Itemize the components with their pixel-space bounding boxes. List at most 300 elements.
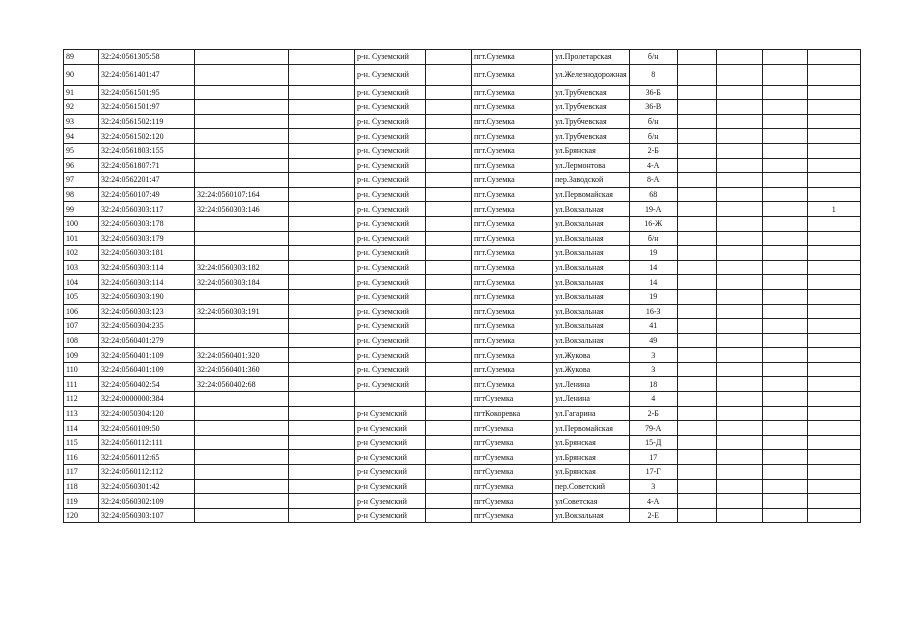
house-number: 18 bbox=[629, 377, 677, 392]
empty-cell bbox=[716, 216, 762, 231]
street: ул.Жукова bbox=[553, 348, 630, 363]
street: ул.Вокзальная bbox=[553, 275, 630, 290]
empty-cell bbox=[716, 202, 762, 217]
settlement: пгтСуземка bbox=[472, 479, 553, 494]
row-number: 107 bbox=[64, 319, 99, 334]
empty-cell bbox=[716, 143, 762, 158]
cadastral-number-2 bbox=[195, 64, 289, 85]
settlement: пгт.Суземка bbox=[472, 143, 553, 158]
empty-cell bbox=[677, 465, 716, 480]
row-number: 110 bbox=[64, 362, 99, 377]
empty-cell bbox=[716, 64, 762, 85]
empty-cell bbox=[716, 85, 762, 100]
empty-cell bbox=[289, 231, 355, 246]
empty-cell bbox=[426, 143, 472, 158]
cadastral-number-2 bbox=[195, 406, 289, 421]
empty-cell bbox=[289, 348, 355, 363]
empty-cell bbox=[677, 143, 716, 158]
count-cell bbox=[807, 333, 860, 348]
empty-cell bbox=[762, 392, 807, 407]
empty-cell bbox=[762, 246, 807, 261]
empty-cell bbox=[762, 333, 807, 348]
empty-cell bbox=[289, 465, 355, 480]
table-row bbox=[64, 319, 861, 334]
row-number: 89 bbox=[64, 50, 99, 65]
empty-cell bbox=[716, 392, 762, 407]
cadastral-number: 32:24:0561803:155 bbox=[99, 143, 195, 158]
row-number: 102 bbox=[64, 246, 99, 261]
cadastral-number-2 bbox=[195, 421, 289, 436]
cadastral-number: 32:24:0560303:123 bbox=[99, 304, 195, 319]
house-number: 2-Б bbox=[629, 143, 677, 158]
street: ул.Брянская bbox=[553, 143, 630, 158]
district: р-н. Суземский bbox=[355, 85, 426, 100]
street: ул.Вокзальная bbox=[553, 260, 630, 275]
empty-cell bbox=[762, 377, 807, 392]
empty-cell bbox=[289, 114, 355, 129]
district: р-н. Суземский bbox=[355, 129, 426, 144]
empty-cell bbox=[716, 304, 762, 319]
empty-cell bbox=[677, 231, 716, 246]
table-row bbox=[64, 158, 861, 173]
house-number: 16-З bbox=[629, 304, 677, 319]
registry-body bbox=[64, 50, 861, 523]
empty-cell bbox=[289, 216, 355, 231]
row-number: 111 bbox=[64, 377, 99, 392]
empty-cell bbox=[716, 421, 762, 436]
cadastral-number: 32:24:0561501:97 bbox=[99, 100, 195, 115]
house-number: 49 bbox=[629, 333, 677, 348]
table-row bbox=[64, 143, 861, 158]
district: р-н Суземский bbox=[355, 406, 426, 421]
cadastral-number-2: 32:24:0560303:184 bbox=[195, 275, 289, 290]
district bbox=[355, 392, 426, 407]
count-cell bbox=[807, 421, 860, 436]
house-number: 3 bbox=[629, 479, 677, 494]
street: пер.Советский bbox=[553, 479, 630, 494]
street: ул.Первомайская bbox=[553, 187, 630, 202]
empty-cell bbox=[289, 508, 355, 523]
empty-cell bbox=[289, 421, 355, 436]
street: ул.Вокзальная bbox=[553, 289, 630, 304]
house-number: 36-В bbox=[629, 100, 677, 115]
cadastral-number-2 bbox=[195, 319, 289, 334]
row-number: 119 bbox=[64, 494, 99, 509]
settlement: пгтСуземка bbox=[472, 450, 553, 465]
settlement: пгт.Суземка bbox=[472, 304, 553, 319]
cadastral-number: 32:24:0560303:114 bbox=[99, 275, 195, 290]
settlement: пгтСуземка bbox=[472, 465, 553, 480]
cadastral-number-2: 32:24:0560402:68 bbox=[195, 377, 289, 392]
table-row bbox=[64, 129, 861, 144]
street: ул.Вокзальная bbox=[553, 246, 630, 261]
empty-cell bbox=[426, 173, 472, 188]
count-cell bbox=[807, 304, 860, 319]
row-number: 100 bbox=[64, 216, 99, 231]
empty-cell bbox=[426, 129, 472, 144]
cadastral-number: 32:24:0560303:117 bbox=[99, 202, 195, 217]
district: р-н Суземский bbox=[355, 450, 426, 465]
street: ул.Первомайская bbox=[553, 421, 630, 436]
empty-cell bbox=[762, 114, 807, 129]
cadastral-number: 32:24:0560112:112 bbox=[99, 465, 195, 480]
settlement: пгт.Суземка bbox=[472, 100, 553, 115]
empty-cell bbox=[762, 231, 807, 246]
empty-cell bbox=[289, 246, 355, 261]
empty-cell bbox=[762, 85, 807, 100]
district: р-н. Суземский bbox=[355, 202, 426, 217]
house-number: 19 bbox=[629, 246, 677, 261]
table-row bbox=[64, 202, 861, 217]
empty-cell bbox=[426, 289, 472, 304]
row-number: 95 bbox=[64, 143, 99, 158]
empty-cell bbox=[289, 85, 355, 100]
empty-cell bbox=[762, 173, 807, 188]
empty-cell bbox=[716, 465, 762, 480]
table-row bbox=[64, 362, 861, 377]
empty-cell bbox=[716, 435, 762, 450]
street: ул.Вокзальная bbox=[553, 231, 630, 246]
table-row bbox=[64, 187, 861, 202]
empty-cell bbox=[677, 114, 716, 129]
row-number: 114 bbox=[64, 421, 99, 436]
cadastral-number-2 bbox=[195, 216, 289, 231]
empty-cell bbox=[762, 421, 807, 436]
settlement: пгт.Суземка bbox=[472, 158, 553, 173]
street: ул.Вокзальная bbox=[553, 202, 630, 217]
settlement: пгтКокоревка bbox=[472, 406, 553, 421]
district: р-н. Суземский bbox=[355, 289, 426, 304]
cadastral-number-2 bbox=[195, 465, 289, 480]
empty-cell bbox=[716, 231, 762, 246]
cadastral-number: 32:24:0561305:58 bbox=[99, 50, 195, 65]
empty-cell bbox=[716, 508, 762, 523]
house-number: 36-Б bbox=[629, 85, 677, 100]
empty-cell bbox=[426, 216, 472, 231]
district: р-н. Суземский bbox=[355, 348, 426, 363]
cadastral-number-2 bbox=[195, 231, 289, 246]
house-number: 17-Г bbox=[629, 465, 677, 480]
district: р-н. Суземский bbox=[355, 173, 426, 188]
empty-cell bbox=[762, 260, 807, 275]
empty-cell bbox=[289, 435, 355, 450]
empty-cell bbox=[762, 494, 807, 509]
empty-cell bbox=[716, 377, 762, 392]
street: ул.Трубчевская bbox=[553, 129, 630, 144]
settlement: пгт.Суземка bbox=[472, 129, 553, 144]
empty-cell bbox=[426, 392, 472, 407]
table-row bbox=[64, 85, 861, 100]
empty-cell bbox=[677, 216, 716, 231]
empty-cell bbox=[289, 260, 355, 275]
row-number: 94 bbox=[64, 129, 99, 144]
empty-cell bbox=[762, 216, 807, 231]
empty-cell bbox=[762, 100, 807, 115]
district: р-н Суземский bbox=[355, 435, 426, 450]
empty-cell bbox=[762, 406, 807, 421]
cadastral-number-2 bbox=[195, 85, 289, 100]
district: р-н Суземский bbox=[355, 421, 426, 436]
empty-cell bbox=[289, 129, 355, 144]
house-number: 19 bbox=[629, 289, 677, 304]
district: р-н. Суземский bbox=[355, 64, 426, 85]
empty-cell bbox=[289, 304, 355, 319]
empty-cell bbox=[716, 50, 762, 65]
count-cell bbox=[807, 465, 860, 480]
empty-cell bbox=[426, 64, 472, 85]
cadastral-number: 32:24:0561401:47 bbox=[99, 64, 195, 85]
table-row bbox=[64, 333, 861, 348]
street: ул.Ленина bbox=[553, 392, 630, 407]
row-number: 120 bbox=[64, 508, 99, 523]
count-cell bbox=[807, 50, 860, 65]
street: ул.Лермонтова bbox=[553, 158, 630, 173]
empty-cell bbox=[426, 114, 472, 129]
empty-cell bbox=[426, 319, 472, 334]
table-row bbox=[64, 114, 861, 129]
empty-cell bbox=[426, 362, 472, 377]
settlement: пгт.Суземка bbox=[472, 64, 553, 85]
house-number: 3 bbox=[629, 348, 677, 363]
empty-cell bbox=[677, 494, 716, 509]
empty-cell bbox=[716, 100, 762, 115]
empty-cell bbox=[677, 435, 716, 450]
empty-cell bbox=[289, 319, 355, 334]
count-cell bbox=[807, 173, 860, 188]
house-number: 14 bbox=[629, 275, 677, 290]
house-number: 16-Ж bbox=[629, 216, 677, 231]
house-number: 79-А bbox=[629, 421, 677, 436]
empty-cell bbox=[289, 450, 355, 465]
cadastral-number-2 bbox=[195, 435, 289, 450]
cadastral-number: 32:24:0560112:65 bbox=[99, 450, 195, 465]
cadastral-number-2 bbox=[195, 173, 289, 188]
row-number: 96 bbox=[64, 158, 99, 173]
empty-cell bbox=[716, 348, 762, 363]
street: ул.Трубчевская bbox=[553, 114, 630, 129]
count-cell bbox=[807, 377, 860, 392]
empty-cell bbox=[716, 114, 762, 129]
count-cell bbox=[807, 319, 860, 334]
cadastral-number-2 bbox=[195, 114, 289, 129]
empty-cell bbox=[426, 275, 472, 290]
district: р-н. Суземский bbox=[355, 216, 426, 231]
cadastral-number: 32:24:0560303:179 bbox=[99, 231, 195, 246]
empty-cell bbox=[677, 450, 716, 465]
empty-cell bbox=[762, 319, 807, 334]
cadastral-number: 32:24:0560112:111 bbox=[99, 435, 195, 450]
street: ул.Пролетарская bbox=[553, 50, 630, 65]
row-number: 116 bbox=[64, 450, 99, 465]
house-number: 8-А bbox=[629, 173, 677, 188]
street: ул.Ленина bbox=[553, 377, 630, 392]
empty-cell bbox=[426, 100, 472, 115]
count-cell bbox=[807, 275, 860, 290]
cadastral-number-2 bbox=[195, 158, 289, 173]
count-cell bbox=[807, 406, 860, 421]
house-number: 19-А bbox=[629, 202, 677, 217]
settlement: пгт.Суземка bbox=[472, 333, 553, 348]
empty-cell bbox=[762, 508, 807, 523]
count-cell bbox=[807, 231, 860, 246]
empty-cell bbox=[426, 348, 472, 363]
empty-cell bbox=[426, 508, 472, 523]
empty-cell bbox=[762, 187, 807, 202]
table-row bbox=[64, 289, 861, 304]
cadastral-number: 32:24:0560303:114 bbox=[99, 260, 195, 275]
street: ул.Вокзальная bbox=[553, 216, 630, 231]
street: ул.Трубчевская bbox=[553, 85, 630, 100]
settlement: пгт.Суземка bbox=[472, 289, 553, 304]
table-row bbox=[64, 246, 861, 261]
table-row bbox=[64, 216, 861, 231]
empty-cell bbox=[677, 202, 716, 217]
district: р-н. Суземский bbox=[355, 231, 426, 246]
registry-table bbox=[63, 49, 861, 523]
settlement: пгтСуземка bbox=[472, 435, 553, 450]
cadastral-number-2: 32:24:0560401:320 bbox=[195, 348, 289, 363]
empty-cell bbox=[289, 479, 355, 494]
row-number: 103 bbox=[64, 260, 99, 275]
empty-cell bbox=[426, 479, 472, 494]
cadastral-number: 32:24:0560401:109 bbox=[99, 348, 195, 363]
table-row bbox=[64, 450, 861, 465]
count-cell bbox=[807, 246, 860, 261]
street: ул.Брянская bbox=[553, 450, 630, 465]
settlement: пгт.Суземка bbox=[472, 246, 553, 261]
empty-cell bbox=[289, 289, 355, 304]
settlement: пгт.Суземка bbox=[472, 260, 553, 275]
table-row bbox=[64, 435, 861, 450]
table-row bbox=[64, 348, 861, 363]
cadastral-number: 32:24:0561502:119 bbox=[99, 114, 195, 129]
count-cell bbox=[807, 450, 860, 465]
empty-cell bbox=[289, 173, 355, 188]
row-number: 99 bbox=[64, 202, 99, 217]
settlement: пгт.Суземка bbox=[472, 231, 553, 246]
empty-cell bbox=[426, 187, 472, 202]
count-cell: 1 bbox=[807, 202, 860, 217]
house-number: 4-А bbox=[629, 158, 677, 173]
table-row bbox=[64, 275, 861, 290]
empty-cell bbox=[426, 377, 472, 392]
row-number: 106 bbox=[64, 304, 99, 319]
district: р-н. Суземский bbox=[355, 114, 426, 129]
empty-cell bbox=[716, 260, 762, 275]
settlement: пгт.Суземка bbox=[472, 85, 553, 100]
empty-cell bbox=[762, 465, 807, 480]
settlement: пгт.Суземка bbox=[472, 216, 553, 231]
cadastral-number-2: 32:24:0560303:191 bbox=[195, 304, 289, 319]
cadastral-number: 32:24:0560302:109 bbox=[99, 494, 195, 509]
count-cell bbox=[807, 260, 860, 275]
table-row bbox=[64, 392, 861, 407]
district: р-н Суземский bbox=[355, 494, 426, 509]
empty-cell bbox=[677, 275, 716, 290]
cadastral-number-2 bbox=[195, 100, 289, 115]
street: ул.Вокзальная bbox=[553, 333, 630, 348]
empty-cell bbox=[677, 50, 716, 65]
empty-cell bbox=[716, 246, 762, 261]
row-number: 108 bbox=[64, 333, 99, 348]
empty-cell bbox=[716, 319, 762, 334]
count-cell bbox=[807, 494, 860, 509]
settlement: пгт.Суземка bbox=[472, 362, 553, 377]
empty-cell bbox=[289, 202, 355, 217]
empty-cell bbox=[426, 304, 472, 319]
district: р-н. Суземский bbox=[355, 246, 426, 261]
empty-cell bbox=[289, 494, 355, 509]
cadastral-number-2 bbox=[195, 508, 289, 523]
empty-cell bbox=[289, 275, 355, 290]
empty-cell bbox=[677, 479, 716, 494]
cadastral-number: 32:24:0560303:190 bbox=[99, 289, 195, 304]
cadastral-number-2 bbox=[195, 333, 289, 348]
street: ул.Трубчевская bbox=[553, 100, 630, 115]
cadastral-number-2 bbox=[195, 246, 289, 261]
cadastral-number-2 bbox=[195, 289, 289, 304]
cadastral-number-2 bbox=[195, 392, 289, 407]
row-number: 118 bbox=[64, 479, 99, 494]
empty-cell bbox=[762, 275, 807, 290]
empty-cell bbox=[677, 508, 716, 523]
empty-cell bbox=[716, 494, 762, 509]
empty-cell bbox=[289, 187, 355, 202]
street: пер.Заводской bbox=[553, 173, 630, 188]
empty-cell bbox=[677, 304, 716, 319]
empty-cell bbox=[677, 421, 716, 436]
count-cell bbox=[807, 435, 860, 450]
cadastral-number: 32:24:0050304:120 bbox=[99, 406, 195, 421]
count-cell bbox=[807, 114, 860, 129]
row-number: 92 bbox=[64, 100, 99, 115]
table-row bbox=[64, 377, 861, 392]
count-cell bbox=[807, 85, 860, 100]
empty-cell bbox=[716, 275, 762, 290]
settlement: пгт.Суземка bbox=[472, 50, 553, 65]
cadastral-number: 32:24:0561502:120 bbox=[99, 129, 195, 144]
row-number: 101 bbox=[64, 231, 99, 246]
row-number: 113 bbox=[64, 406, 99, 421]
cadastral-number-2: 32:24:0560401:360 bbox=[195, 362, 289, 377]
empty-cell bbox=[426, 50, 472, 65]
table-row bbox=[64, 406, 861, 421]
house-number: 4 bbox=[629, 392, 677, 407]
count-cell bbox=[807, 289, 860, 304]
registry-sheet bbox=[63, 49, 861, 523]
empty-cell bbox=[762, 64, 807, 85]
table-row bbox=[64, 231, 861, 246]
empty-cell bbox=[677, 377, 716, 392]
empty-cell bbox=[677, 100, 716, 115]
empty-cell bbox=[762, 362, 807, 377]
cadastral-number: 32:24:0560401:279 bbox=[99, 333, 195, 348]
cadastral-number-2: 32:24:0560107:164 bbox=[195, 187, 289, 202]
district: р-н Суземский bbox=[355, 479, 426, 494]
empty-cell bbox=[677, 64, 716, 85]
street: ул.Вокзальная bbox=[553, 508, 630, 523]
empty-cell bbox=[762, 129, 807, 144]
district: р-н. Суземский bbox=[355, 319, 426, 334]
house-number: 8 bbox=[629, 64, 677, 85]
empty-cell bbox=[677, 406, 716, 421]
empty-cell bbox=[677, 333, 716, 348]
empty-cell bbox=[426, 158, 472, 173]
empty-cell bbox=[716, 333, 762, 348]
cadastral-number: 32:24:0562201:47 bbox=[99, 173, 195, 188]
row-number: 98 bbox=[64, 187, 99, 202]
district: р-н. Суземский bbox=[355, 143, 426, 158]
